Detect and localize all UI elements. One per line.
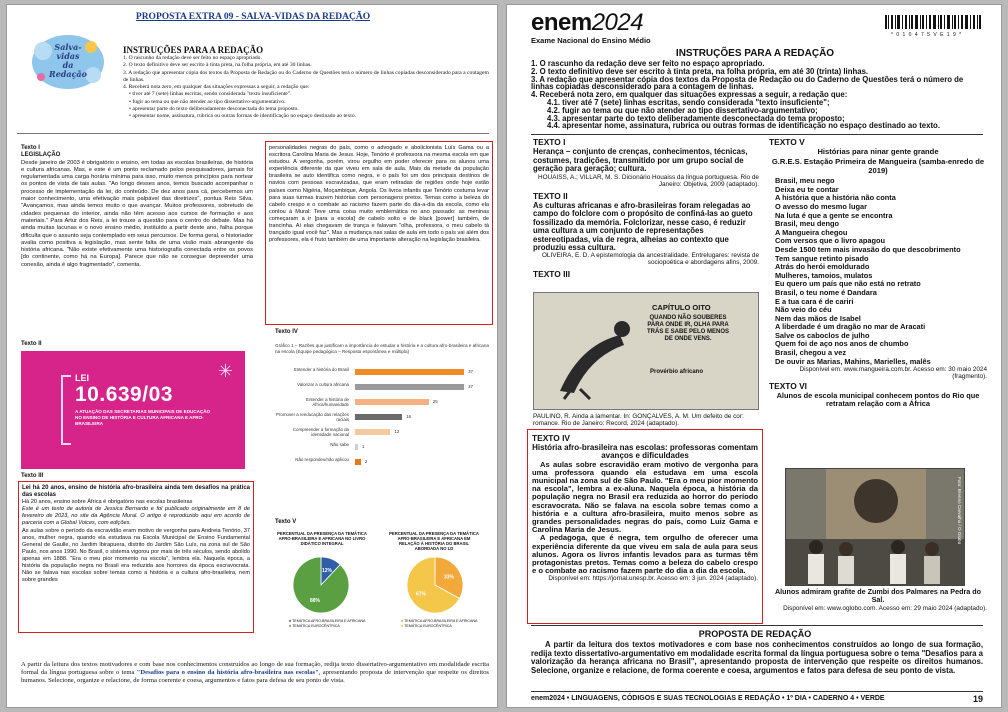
- texto-4-box: [527, 429, 763, 624]
- texto-1-heading: LEGISLAÇÃO: [21, 152, 61, 159]
- bar-value-label: 12: [394, 429, 400, 434]
- song-title: Histórias para ninar gente grande: [817, 147, 939, 157]
- banner-number: 10.639/03: [75, 383, 173, 406]
- enem-logo-year: 2024: [591, 9, 644, 36]
- song-line: O avesso do mesmo lugar: [775, 201, 868, 211]
- proposal-theme: "Desafios para o ensino da história afro-brasileira nas escolas": [136, 669, 319, 677]
- right-page: [506, 4, 1002, 708]
- song-line: Nem das mãos de Isabel: [775, 313, 861, 323]
- texto-4-heading: História afro-brasileira nas escolas: professoras comentam avanços e dificuldades: [532, 443, 758, 461]
- texto-6-source: Disponível em: www.oglobo.com. Acesso em: 29 maio 2024 (adaptado).: [783, 605, 987, 612]
- instruction-4: 4. Receberá nota zero, em qualquer das situações expressas a seguir, a redação que:: [123, 84, 310, 91]
- page-number: 19: [972, 694, 983, 704]
- song-line: Brasil, chegou a vez: [775, 348, 847, 358]
- legend-label: TEMÁTICA EUROCÊNTRICA: [292, 623, 340, 628]
- bar-chart: [275, 367, 489, 477]
- instruction-item: • apresentar nome, assinatura, rubrica ou outras formas de identificação no espaço destinado ao texto.: [129, 113, 357, 120]
- instruction-item: • fugir ao tema ou que não atender ao tipo dissertativo-argumentativo.: [129, 98, 286, 105]
- legend-label: TEMÁTICA AFRO-BRASILEIRA E AFRICANA: [292, 619, 366, 623]
- texto-4-paragraph: As aulas sobre escravidão eram motivo de vergonha para uma professora quando ela estudava em uma escola municipal na zona sul de São Paulo. "Era o meu pior momento na escola", lembra a ex-aluna. Naquela época, a história da população negra no Brasil era reduzida ao horror do período escravocrata. Não se falava na escola sobre temas como a história e a cultura afro-brasileira, muito menos sobre as grandes personalidades negras do país, como Luiz Gama e Carolina Maria de Jesus.: [532, 459, 758, 535]
- song-line: A Mangueira chegou: [775, 227, 848, 237]
- bar-value-label: 37: [468, 384, 474, 389]
- texto-2-body: As culturas africanas e afro-brasileiras foram relegadas ao campo do folclore com o propósito de confiná-las ao gueto fossilizado da memória. Folclorizar, nesse caso, é reduzir uma cultura a um conjunto de representações estereotipadas, via de regra, alheias ao contexto que produziu essa cultura.: [533, 201, 753, 253]
- bar: [355, 444, 358, 450]
- bar-row: [275, 412, 489, 423]
- pie-1-legend: [289, 619, 383, 628]
- instruction-4: 4. Receberá nota zero, em qualquer das situações expressas a seguir, a redação que:: [531, 90, 848, 100]
- bar-category-label: Não sabe: [330, 442, 349, 447]
- instruction-item: • apresentar parte do texto deliberadamente desconectada do tema proposto.: [129, 106, 299, 113]
- bar-row: [275, 382, 489, 393]
- pie-1-caption: PERCENTUAL DA PRESENÇA DA TEMÁTICA AFRO-BRASILEIRA E AFRICANA NO LIVRO DIDÁTICO INTEGRAL: [277, 531, 367, 546]
- bar: [355, 414, 402, 420]
- bar-value-label: 25: [432, 399, 438, 404]
- texto-2-label: TEXTO II: [533, 190, 568, 201]
- pie-chart-1: [291, 555, 351, 615]
- song-line: Tem sangue retinto pisado: [775, 253, 869, 263]
- song-line: Desde 1500 tem mais invasão do que descobrimento: [775, 244, 961, 254]
- bar: [355, 369, 464, 375]
- divider: [531, 134, 983, 135]
- proposal-suffix: , apresentando proposta de intervenção que respeite os direitos humanos. Selecione, organize e relacione, de forma coerente e coesa, argumentos e fatos para defesa de seu ponto de vista.: [21, 669, 489, 685]
- texto-6-heading: Alunos de escola municipal conhecem pontos do Rio que retratam relação com a África: [776, 390, 980, 408]
- song-line: A liberdade é um dragão no mar de Aracati: [775, 322, 926, 332]
- texto-1-body: Herança – conjunto de crenças, conhecimentos, técnicas, costumes, tradições, transmitido por um grupo social de geração para geração; cultura.: [533, 147, 748, 174]
- chart-caption: Gráfico 1 – Razões que justificam a importância de estudar a história e a cultura afro-brasileira e africana na escola (Equipe pedagógica – Resposta espontânea e múltipla): [275, 343, 489, 354]
- instructions-title: INSTRUÇÕES PARA A REDAÇÃO: [123, 45, 264, 55]
- photo-caption: Alunos admiram grafite de Zumbi dos Palmares na Pedra do Sal.: [774, 587, 982, 604]
- pie-chart-2: [405, 555, 465, 615]
- divider: [531, 625, 983, 626]
- proposta-body: A partir da leitura dos textos motivadores e com base nos conhecimentos construídos ao longo de sua formação, redija texto dissertativo-argumentativo em modalidade escrita formal da língua portuguesa sobre o tema "Desafios para a valorização da herança africana no Brasil", apresentando proposta de intervenção que respeite os direitos humanos. Selecione, organize e relacione, de forma coerente e coesa, argumentos e fatos para defesa de seu ponto de vista.: [531, 640, 983, 675]
- bar-value-label: 16: [406, 414, 412, 419]
- pie-slice-label: 33%: [443, 574, 454, 581]
- legend-label: TEMÁTICA EUROCÊNTRICA: [404, 623, 452, 628]
- bar-category-label: Compreender a formação da identidade nacional: [292, 427, 349, 437]
- texto-3-continuation: personalidades negras do país, como o advogado e abolicionista Luís Gama ou a escritora Carolina Maria de Jesus. Hoje, Tenório é professora na mesma escola em que estudou. A vergonha, porém, virou orgulho em poder oferecer para os alunos uma experiência diferente da que viveu em sala de aula. Mais da metade da população brasileira se auto identifica como negra, e o país foi um dos principais destinos de navios com pessoas escravizadas, que eram retiradas de regiões onde hoje estão países como Nigéria, Moçambique, Angola. Os livros infantis que Tenório costuma levar para suas turmas trazem histórias com personagens pretos. Temas como a beleza do cabelo crespo e o combate ao racismo fazem parte do dia-a-dia da escola, como ela contou à Mural: Teve uma coisa muito emblemática no ano passado: as meninas começaram a ir [para a escola] de cabelo solto e de black [power] também, de trancinha. Aí elas chegavam de trança e falavam "olha, professora, o meu cabelo tá trançado igual você faz". Mas a mudança nas salas de aula em todo o país vai além dos professores, ela é fruto também de uma importante alteração na legislação brasileira.: [269, 145, 489, 244]
- bar-value-label: 37: [468, 369, 474, 374]
- texto-2-source: OLIVEIRA, E. D. A epistemologia da ancestralidade. Entrelugares: revista de sociopoética e abordagens afins, 2009.: [541, 252, 759, 267]
- bar-category-label: Não respondeu/não aplicou: [295, 457, 349, 462]
- bar-category-label: Valorizar a cultura africana: [297, 382, 349, 387]
- song-line: De ouvir as Marias, Mahins, Marielles, malês: [775, 356, 931, 366]
- song-line: Salve os caboclos de julho: [775, 330, 870, 340]
- pie-slice-label: 67%: [416, 591, 427, 598]
- texto-4-label: Texto IV: [275, 329, 298, 335]
- instructions-list: [531, 60, 981, 130]
- texto-1-label: TEXTO I: [533, 137, 566, 147]
- logo-line-2: da: [62, 60, 74, 70]
- logo-line-3: Redação: [49, 69, 87, 79]
- texto-1-source: HOUAISS, A.; VILLAR, M. S. Dicionário Houaiss da língua portuguesa. Rio de Janeiro: Objetiva, 2009 (adaptado).: [538, 173, 759, 188]
- song-line: Mulheres, tamoios, mulatos: [775, 270, 873, 280]
- bar-value-label: 2: [364, 459, 368, 464]
- proverb-origin: Provérbio africano: [650, 369, 704, 375]
- bar-row: [275, 427, 489, 438]
- texto-1: [21, 145, 253, 269]
- bar-row: [275, 397, 489, 408]
- texto-3-subtitle: Há 20 anos, ensino sobre África é obrigatório nas escolas brasileiras: [22, 499, 193, 506]
- song-line: Não veio do céu: [775, 305, 832, 315]
- texto-5-label: Texto V: [275, 519, 297, 525]
- song-line: Deixa eu te contar: [775, 184, 839, 194]
- bar-row: [275, 457, 489, 468]
- bar-value-label: 1: [361, 444, 365, 449]
- banner-text: A ATUAÇÃO DAS SECRETARIAS MUNICIPAIS DE EDUCAÇÃO NO ENSINO DE HISTÓRIA E CULTURA AFRICANA E AFRO-BRASILEIRA: [75, 409, 211, 426]
- barcode-icon: [885, 15, 981, 29]
- left-page: [6, 4, 498, 708]
- proposal-prefix: A partir da leitura dos textos motivadores e com base nos conhecimentos construídos ao longo de sua formação, redija texto dissertativo-argumentativo em modalidade escrita formal da língua portuguesa sobre o tema: [21, 661, 489, 677]
- bar: [355, 429, 390, 435]
- chapter-title: CAPÍTULO OITO: [652, 303, 711, 312]
- left-column: [533, 138, 759, 281]
- salva-vidas-logo: [29, 31, 107, 93]
- bar-category-label: Entender a história de África/humanidade: [306, 397, 349, 407]
- proposal-text: [21, 661, 489, 686]
- graffiti-photo-icon: [786, 469, 965, 586]
- right-column: [769, 138, 987, 408]
- sankofa-figure-icon: [550, 305, 638, 401]
- texto-3-credit: Este é um texto de autoria de Jessica Bernardo e foi publicado originalmente em 8 de fevereiro de 2023, no site da Agência Mural. O artigo é reproduzido aqui em acordo de parceria com a Global Voices, com edições.: [22, 506, 250, 527]
- song-lyrics: [769, 177, 987, 366]
- legend-entry: ■ TEMÁTICA EUROCÊNTRICA: [289, 623, 340, 628]
- pie-slice-label: 88%: [310, 598, 321, 605]
- texto-2-label: Texto II: [21, 341, 42, 347]
- enem-subtitle: Exame Nacional do Ensino Médio: [531, 36, 651, 45]
- students-photo: [785, 468, 965, 586]
- divider: [17, 133, 489, 134]
- bar: [355, 399, 429, 405]
- texto-3-label: TEXTO III: [533, 269, 571, 280]
- texto-1-label: Texto I: [21, 145, 40, 151]
- texto-5-source: Disponível em: www.mangueira.com.br. Acesso em: 30 maio 2024 (fragmento).: [799, 366, 987, 381]
- instruction-item: • tiver até 7 (sete) linhas escritas, sendo considerada "texto insuficiente".: [129, 91, 292, 98]
- instruction-3: 3. A redação que apresentar cópia dos textos da Proposta de Redação ou do Caderno de Questões terá o número de linhas copiadas desconsiderado para a contagem de linhas.: [123, 69, 489, 83]
- lei-10639-banner: [21, 351, 245, 469]
- bar: [355, 384, 464, 390]
- song-line: Quem foi de aço nos anos de chumbo: [775, 339, 909, 349]
- texto-3-heading: Lei há 20 anos, ensino de história afro-brasileira ainda tem desafios na prática das escolas: [22, 485, 250, 499]
- instruction-item: 4.1. tiver até 7 (sete) linhas escritas, sendo considerada "texto insuficiente";: [547, 97, 830, 107]
- instruction-1: 1. O rascunho da redação deve ser feito no espaço apropriado.: [123, 55, 262, 61]
- legend-entry: ■ TEMÁTICA AFRO-BRASILEIRA E AFRICANA: [401, 619, 478, 623]
- bar-category-label: Promover a reeducação das relações raciais: [276, 412, 349, 422]
- page-title: PROPOSTA EXTRA 09 - SALVA-VIDAS DA REDAÇÃO: [135, 12, 371, 22]
- footer-text: enem2024 • LINGUAGENS, CÓDIGOS E SUAS TECNOLOGIAS E REDAÇÃO • 1º DIA • CADERNO 4 • VERDE: [531, 695, 885, 702]
- legend-label: TEMÁTICA AFRO-BRASILEIRA E AFRICANA: [404, 619, 478, 623]
- legend-entry: ■ TEMÁTICA AFRO-BRASILEIRA E AFRICANA: [289, 619, 366, 623]
- song-line: Eu quero um país que não está no retrato: [775, 279, 921, 289]
- pie-2-legend: [401, 619, 495, 628]
- texto-1-body: Desde janeiro de 2003 é obrigatório o ensino, em todas as escolas brasileiras, de história e cultura africanas. Mas, e este é um ponto reclamado pelos pesquisadores, jamais foi regulamentada uma carga horária mínima para isso, muito menos princípios para nortear os pontos de vista de tais aulas. "Ao longo desses anos, temos buscado acompanhar o processo de implementação da lei, do conteúdo. De dez anos para cá, percebemos um maior conhecimento, uma efetivação mais palpável das diretrizes", pontua Reis Silva. "Avançamos, mas ainda temos muito o que avançar. Muitos professores, sobretudo de cidades pequenas do interior, ainda não têm acesso aos cursos de formação e aos materiais." Para Artur dos Reis, a lei trouxe a questão para o centro do debate. Mas há ainda muitas lacunas e o novo ensino médio, instituído a partir deste ano, falha porque dificulta que o assunto seja contemplado em seus percursos. De forma geral, o historiador avalia como positiva a legislação, mas sente falta de uma visão mais abrangente da história africana. "Não existe efetivamente uma historiografia conectada entre os povos [do continente, como há na Europa]. Parece que não se consegue depreender uma conexão, ainda é algo fragmentado", comenta.: [21, 159, 253, 268]
- texto-4-paragraph: A pedagoga, que é negra, tem orgulho de oferecer uma experiência diferente da que viveu em sala de aula para seus alunos. Agora os livros infantis levados para as turmas têm protagonistas pretos. Temas como a beleza do cabelo crespo e o combate ao racismo fazem parte do dia a dia da escola.: [532, 533, 758, 576]
- pie-charts: [275, 531, 489, 635]
- song-line: Atrás do herói emoldurado: [775, 262, 870, 272]
- texto-3-body: As aulas sobre o período da escravidão eram motivo de vergonha para Andreia Tenório, 37 anos, mulher negra, quando ela estudava na Escola Municipal de Ensino Fundamental General de Gaulle, no Jardim Ibirapuera, distrito do Jardim São Luís, na zona sul de São Paulo, nos anos 1990. No Brasil, o sistema vigorou por mais de três séculos, sendo abolido apenas em 1888. "Era o meu pior momento na escola", lembra ela. Naquela época, a história da população negra no Brasil era reduzida aos horrores da época escravocrata. Não se falava nas escolas sobre temas como a história e a cultura afro-brasileira, nem sobre grandes: [22, 527, 250, 584]
- legend-entry: ■ TEMÁTICA EUROCÊNTRICA: [401, 623, 452, 628]
- texto-3-box: [18, 481, 254, 633]
- instruction-3: 3. A redação que apresentar cópia dos textos da Proposta de Redação ou do Caderno de Questões terá o número de linhas copiadas desconsiderado para a contagem de linhas.: [531, 74, 964, 92]
- instruction-2: 2. O texto definitivo deve ser escrito à tinta preta, na folha própria, em até 30 linhas.: [123, 62, 312, 69]
- banner-frame: [61, 375, 71, 445]
- song-subtitle: G.R.E.S. Estação Primeira de Mangueira (samba-enredo de 2019): [771, 156, 985, 175]
- proverb-quote: QUANDO NÃO SOUBERES PARA ONDE IR, OLHA PARA TRÁS E SABE PELO MENOS DE ONDE VENS.: [646, 315, 729, 342]
- bar-category-label: Entender a história do Brasil: [293, 367, 349, 372]
- instruction-item: 4.3. apresentar parte do texto deliberadamente desconectada do tema proposto;: [547, 113, 845, 123]
- proverb-illustration: [533, 292, 759, 410]
- pie-2-caption: PERCENTUAL DA PRESENÇA DA TEMÁTICA AFRO-BRASILEIRA E AFRICANA EM RELAÇÃO À HISTÓRIA DO BRASIL ABORDADA NO LD: [389, 531, 479, 551]
- instruction-2: 2. O texto definitivo deve ser escrito à tinta preta, na folha própria, em até 30 (trinta) linhas.: [531, 66, 869, 76]
- song-line: Na luta é que a gente se encontra: [775, 210, 893, 220]
- instruction-item: 4.2. fugir ao tema ou que não atender ao tipo dissertativo-argumentativo;: [547, 105, 818, 115]
- instructions-list: [123, 55, 489, 121]
- barcode-text: * 0 1 0 4 7 5 V E 1 9 *: [891, 32, 963, 38]
- texto-4-source: Disponível em: https://jornal.unesp.br. Acesso em: 3 jun. 2024 (adaptado).: [548, 575, 758, 583]
- instruction-1: 1. O rascunho da redação deve ser feito no espaço apropriado.: [531, 59, 765, 68]
- texto-6-label: TEXTO VI: [769, 381, 808, 392]
- proposta-title: PROPOSTA DE REDAÇÃO: [698, 629, 812, 639]
- song-line: Brasil, meu dengo: [775, 219, 840, 229]
- song-line: Brasil, meu nego: [775, 176, 835, 186]
- song-line: Brasil, o teu nome é Dandara: [775, 287, 877, 297]
- pie-slice: [293, 557, 349, 613]
- texto-3-label: Texto III: [21, 473, 44, 479]
- photo-credit: Foto: Brenno Carvalho / O Globo: [957, 477, 962, 545]
- pie-slice-label: 12%: [321, 567, 332, 574]
- instruction-item: 4.4. apresentar nome, assinatura, rubrica ou outras formas de identificação no espaço destinado ao texto.: [547, 121, 940, 131]
- texto-3-continuation-box: [265, 141, 493, 325]
- texto-3-source: PAULINO, R. Ainda a lamentar. In: GONÇALVES, A. M. Um defeito de cor: romance. Rio de Janeiro: Record, 2024 (adaptado).: [533, 413, 744, 427]
- song-line: A história que a história não conta: [775, 193, 896, 203]
- bar-row: [275, 367, 489, 378]
- bar-row: [275, 442, 489, 453]
- star-icon: ✳: [217, 361, 233, 381]
- banner-prefix: LEI: [75, 373, 90, 383]
- bar: [355, 459, 361, 465]
- instructions-title: INSTRUÇÕES PARA A REDAÇÃO: [675, 48, 835, 59]
- texto-4-label: TEXTO IV: [532, 433, 571, 443]
- page-footer: [531, 691, 983, 702]
- logo-line-1: Salva-vidas: [54, 42, 82, 61]
- song-line: Com versos que o livro apagou: [775, 236, 886, 246]
- enem-logo-word: enem: [531, 9, 592, 36]
- texto-5-label: TEXTO V: [769, 137, 805, 147]
- enem-logo: [531, 9, 643, 37]
- song-line: E a tua cara é de cariri: [775, 296, 854, 306]
